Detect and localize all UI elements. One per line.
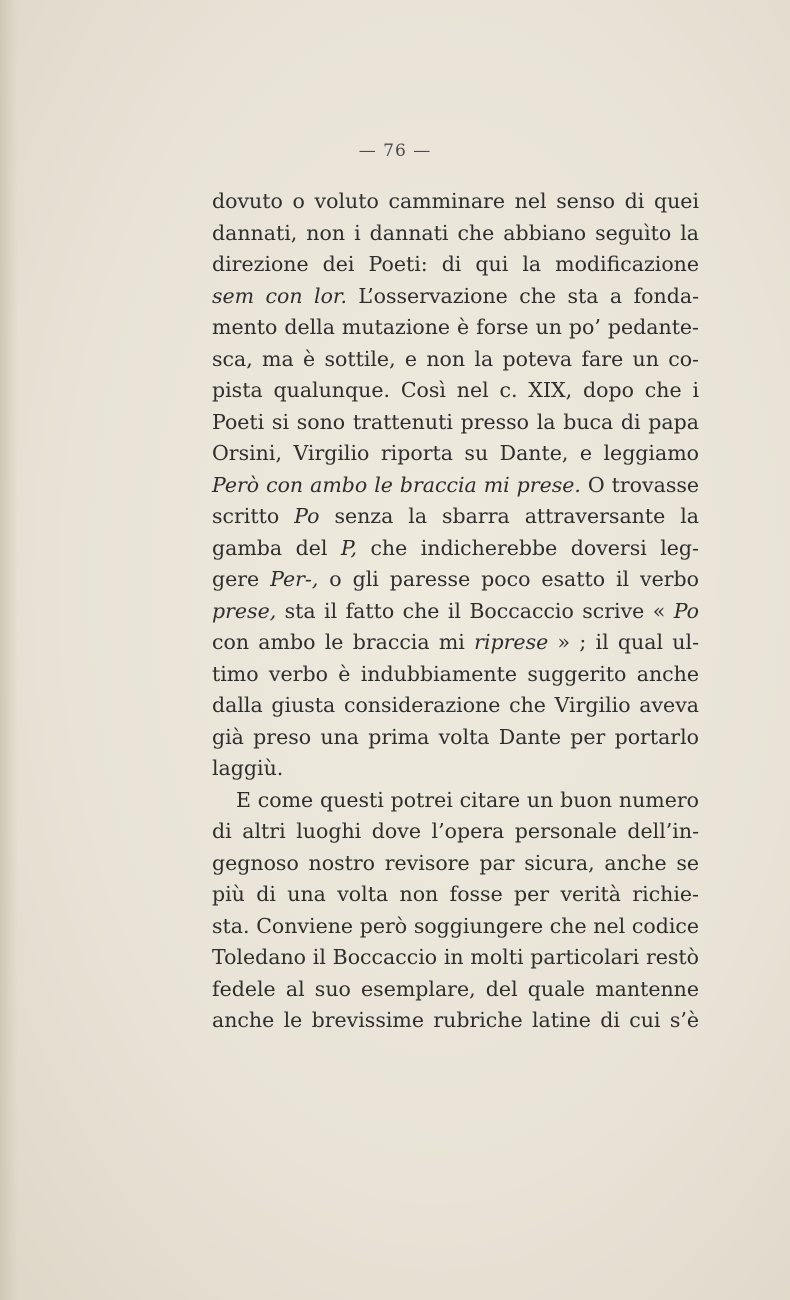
text-line: Però con ambo le braccia mi prese. O trovasse <box>212 472 700 497</box>
text-line: gamba del P, che indicherebbe doversi leg- <box>212 535 699 560</box>
text-line: prese, sta il fatto che il Boccaccio scrive « Po <box>212 598 699 623</box>
text-line: anche le brevissime rubriche latine di cui s’è <box>212 1008 699 1032</box>
text-line: dannati, non i dannati che abbiano seguìto la <box>212 220 699 245</box>
text-line: laggiù. <box>212 756 284 780</box>
page-number: — 76 — <box>358 141 432 161</box>
page-edge-shadow <box>0 0 18 1300</box>
text-line: E come questi potrei citare un buon numero <box>236 787 699 812</box>
text-line: con ambo le braccia mi riprese » ; il qual ul- <box>212 630 699 654</box>
text-line: dovuto o voluto camminare nel senso di quei <box>212 189 699 213</box>
text-line: dalla giusta considerazione che Virgilio aveva <box>212 693 699 717</box>
text-line: mento della mutazione è forse un po’ pedante- <box>212 315 699 339</box>
text-line: Poeti si sono trattenuti presso la buca di papa <box>212 409 699 434</box>
text-line: pista qualunque. Così nel c. XIX, dopo che i <box>212 378 699 402</box>
text-line: direzione dei Poeti: di qui la modificazione <box>212 252 699 276</box>
text-line: timo verbo è indubbiamente suggerito anche <box>212 661 699 686</box>
text-line: Orsini, Virgilio riporta su Dante, e leggiamo <box>212 441 699 465</box>
text-line: gegnoso nostro revisore par sicura, anche se <box>212 850 699 875</box>
text-line: sem con lor. L’osservazione che sta a fonda- <box>212 283 699 308</box>
text-line: gere Per-, o gli paresse poco esatto il verbo <box>212 567 699 591</box>
text-line: sta. Conviene però soggiungere che nel codice <box>212 913 699 938</box>
text-line: scritto Po senza la sbarra attraversante la <box>212 504 699 528</box>
body-text <box>212 186 699 1037</box>
text-line: sca, ma è sottile, e non la poteva fare un co- <box>212 346 699 371</box>
text-line: Toledano il Boccaccio in molti particolari restò <box>212 945 699 969</box>
text-line: più di una volta non fosse per verità richie- <box>212 882 699 906</box>
text-line: già preso una prima volta Dante per portarlo <box>212 724 699 749</box>
text-line: di altri luoghi dove l’opera personale dell’in- <box>212 819 699 843</box>
text-line: fedele al suo esemplare, del quale mantenne <box>212 976 699 1001</box>
